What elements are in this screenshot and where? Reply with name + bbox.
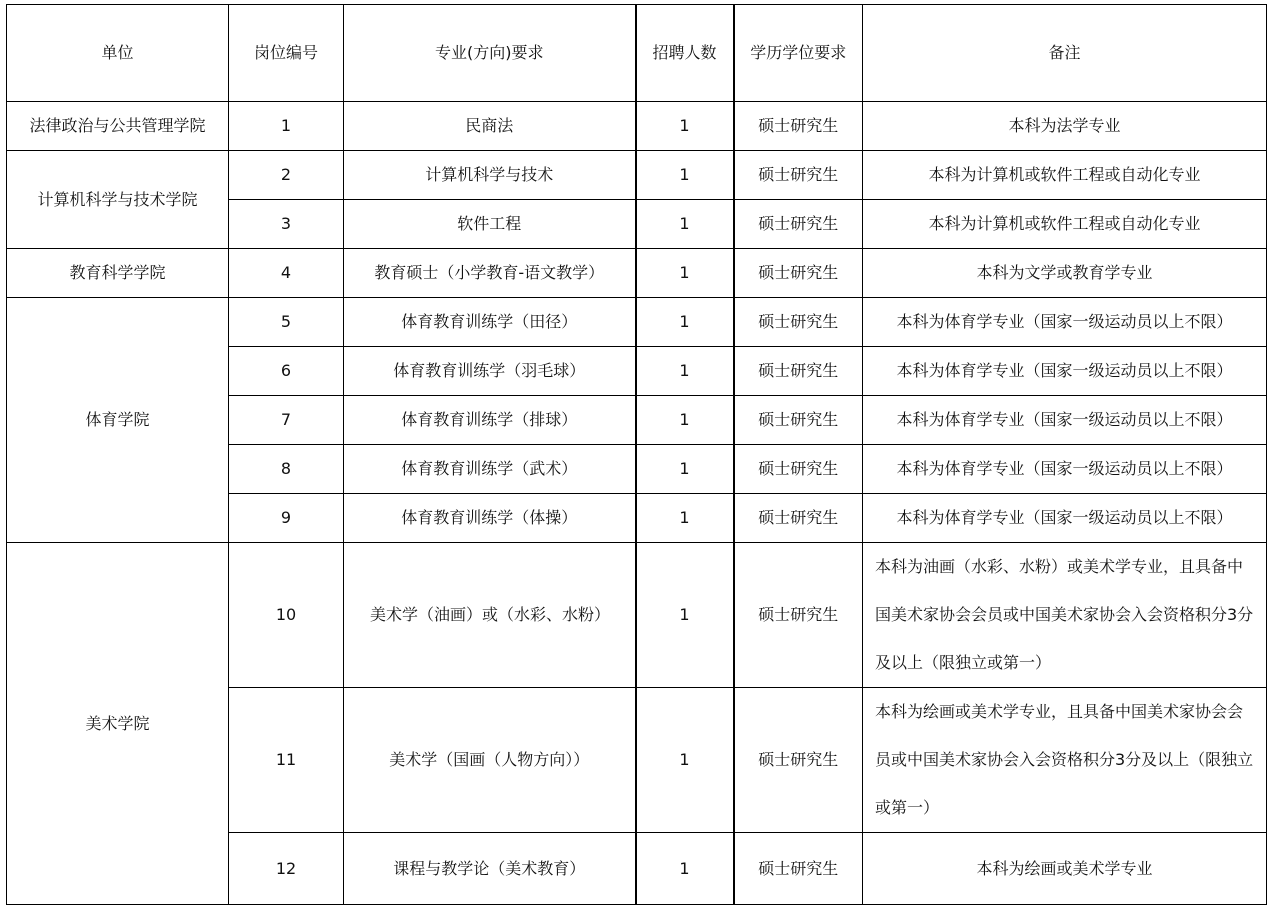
unit-cell: 法律政治与公共管理学院: [7, 102, 229, 151]
table-row: [7, 102, 1267, 151]
note-cell: 本科为计算机或软件工程或自动化专业: [863, 200, 1267, 249]
degree-cell: 硕士研究生: [734, 347, 863, 396]
unit-cell: 体育学院: [7, 298, 229, 543]
post-no-cell: 5: [229, 298, 344, 347]
major-cell: 体育教育训练学（田径）: [344, 298, 636, 347]
note-cell: 本科为绘画或美术学专业: [863, 833, 1267, 905]
major-cell: 体育教育训练学（武术）: [344, 445, 636, 494]
table-row: [7, 298, 1267, 347]
post-no-cell: 7: [229, 396, 344, 445]
header-major: 专业(方向)要求: [344, 5, 636, 102]
degree-cell: 硕士研究生: [734, 102, 863, 151]
note-cell: 本科为体育学专业（国家一级运动员以上不限）: [863, 396, 1267, 445]
header-note: 备注: [863, 5, 1267, 102]
degree-cell: 硕士研究生: [734, 494, 863, 543]
header-post-no: 岗位编号: [229, 5, 344, 102]
count-cell: 1: [636, 102, 734, 151]
major-cell: 计算机科学与技术: [344, 151, 636, 200]
major-cell: 体育教育训练学（羽毛球）: [344, 347, 636, 396]
note-cell: 本科为油画（水彩、水粉）或美术学专业，且具备中国美术家协会会员或中国美术家协会入会资格积分3分及以上（限独立或第一）: [863, 543, 1267, 688]
table-row: [7, 543, 1267, 688]
post-no-cell: 11: [229, 688, 344, 833]
note-cell: 本科为体育学专业（国家一级运动员以上不限）: [863, 494, 1267, 543]
post-no-cell: 6: [229, 347, 344, 396]
major-cell: 教育硕士（小学教育-语文教学）: [344, 249, 636, 298]
degree-cell: 硕士研究生: [734, 249, 863, 298]
degree-cell: 硕士研究生: [734, 200, 863, 249]
post-no-cell: 12: [229, 833, 344, 905]
table-row: [7, 151, 1267, 200]
count-cell: 1: [636, 347, 734, 396]
degree-cell: 硕士研究生: [734, 445, 863, 494]
count-cell: 1: [636, 494, 734, 543]
recruitment-table: [6, 4, 1267, 905]
count-cell: 1: [636, 833, 734, 905]
degree-cell: 硕士研究生: [734, 298, 863, 347]
header-degree: 学历学位要求: [734, 5, 863, 102]
header-unit: 单位: [7, 5, 229, 102]
count-cell: 1: [636, 200, 734, 249]
degree-cell: 硕士研究生: [734, 543, 863, 688]
major-cell: 体育教育训练学（体操）: [344, 494, 636, 543]
degree-cell: 硕士研究生: [734, 688, 863, 833]
note-cell: 本科为绘画或美术学专业，且具备中国美术家协会会员或中国美术家协会入会资格积分3分及以上（限独立或第一）: [863, 688, 1267, 833]
unit-cell: 教育科学学院: [7, 249, 229, 298]
major-cell: 美术学（国画（人物方向））: [344, 688, 636, 833]
count-cell: 1: [636, 543, 734, 688]
major-cell: 美术学（油画）或（水彩、水粉）: [344, 543, 636, 688]
post-no-cell: 2: [229, 151, 344, 200]
degree-cell: 硕士研究生: [734, 833, 863, 905]
count-cell: 1: [636, 151, 734, 200]
post-no-cell: 3: [229, 200, 344, 249]
note-cell: 本科为体育学专业（国家一级运动员以上不限）: [863, 347, 1267, 396]
note-cell: 本科为法学专业: [863, 102, 1267, 151]
degree-cell: 硕士研究生: [734, 396, 863, 445]
count-cell: 1: [636, 298, 734, 347]
major-cell: 软件工程: [344, 200, 636, 249]
count-cell: 1: [636, 396, 734, 445]
header-row: [7, 5, 1267, 102]
count-cell: 1: [636, 249, 734, 298]
post-no-cell: 8: [229, 445, 344, 494]
note-cell: 本科为计算机或软件工程或自动化专业: [863, 151, 1267, 200]
major-cell: 课程与教学论（美术教育）: [344, 833, 636, 905]
note-cell: 本科为文学或教育学专业: [863, 249, 1267, 298]
table-row: [7, 249, 1267, 298]
note-cell: 本科为体育学专业（国家一级运动员以上不限）: [863, 298, 1267, 347]
post-no-cell: 1: [229, 102, 344, 151]
post-no-cell: 4: [229, 249, 344, 298]
count-cell: 1: [636, 445, 734, 494]
header-count: 招聘人数: [636, 5, 734, 102]
unit-cell: 计算机科学与技术学院: [7, 151, 229, 249]
major-cell: 民商法: [344, 102, 636, 151]
post-no-cell: 9: [229, 494, 344, 543]
major-cell: 体育教育训练学（排球）: [344, 396, 636, 445]
unit-cell: 美术学院: [7, 543, 229, 905]
count-cell: 1: [636, 688, 734, 833]
post-no-cell: 10: [229, 543, 344, 688]
note-cell: 本科为体育学专业（国家一级运动员以上不限）: [863, 445, 1267, 494]
degree-cell: 硕士研究生: [734, 151, 863, 200]
